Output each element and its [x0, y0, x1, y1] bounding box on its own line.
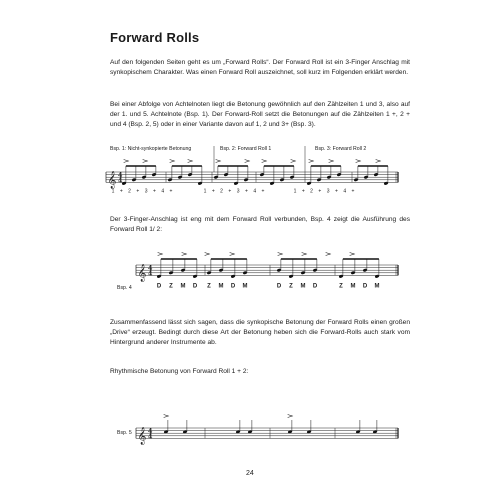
- accent-icon: [143, 160, 148, 163]
- count-syllable: +: [318, 188, 322, 195]
- count-syllable: 4: [343, 188, 347, 195]
- finger-label: Z: [207, 283, 211, 290]
- finger-label: D: [192, 283, 198, 290]
- count-syllable: 2: [310, 188, 313, 195]
- count-syllable: +: [334, 188, 338, 195]
- count-syllable: +: [301, 188, 305, 195]
- three-finger-paragraph: Der 3-Finger-Anschlag ist eng mit dem Forward Roll verbunden, Bsp. 4 zeigt die Ausführung des Forward Roll 1/ 2:: [110, 216, 410, 233]
- count-syllable: 1: [111, 188, 115, 195]
- accent-icon: [288, 415, 293, 418]
- intro-paragraph: Auf den folgenden Seiten geht es um „Forward Rolls“. Der Forward Roll ist ein 3-Finger Anschlag mit synkopischem Charakter. Was einen Forward Roll auszeichnet, soll kurz im Folgenden erklärt werden.: [110, 59, 410, 76]
- accent-paragraph: Bei einer Abfolge von Achtelnoten liegt die Betonung gewöhnlich auf den Zählzeiten 1 und 3, also auf der 1. und 5. Achtelnote (Bsp. 1). Der Forward-Roll setzt die Betonungen auf die Zählzeiten 1 +, 2 + und 4 (Bsp. 2, 5) oder in einer Variante davon auf 1, 2 und 3+ (Bsp. 3).: [110, 101, 410, 128]
- finger-label: Z: [169, 283, 173, 290]
- count-syllable: 2: [128, 188, 131, 195]
- accent-icon: [182, 253, 187, 256]
- accent-icon: [164, 415, 169, 418]
- time-signature-top: 4: [148, 265, 153, 273]
- time-signature-top: 4: [148, 428, 153, 436]
- finger-label: M: [300, 283, 306, 290]
- finger-label: Z: [289, 283, 293, 290]
- finger-label: M: [180, 283, 186, 290]
- finger-label: M: [374, 283, 380, 290]
- example-5-label: Bsp. 5: [117, 430, 132, 436]
- finger-label: D: [276, 283, 282, 290]
- page-number: 24: [246, 470, 254, 477]
- finger-label: D: [312, 283, 318, 290]
- finger-label: D: [362, 283, 368, 290]
- accent-icon: [376, 160, 381, 163]
- accent-icon: [350, 253, 355, 256]
- summary-paragraph: Zusammenfassend lässt sich sagen, dass die synkopische Betonung der Forward Rolls einen großen „Drive“ erzeugt. Bedingt durch diese Art der Betonung heben sich die Forward-Rolls auch stark vom Hintergrund anderer Instrumente ab.: [110, 319, 410, 346]
- finger-label: M: [218, 283, 224, 290]
- accent-icon: [302, 253, 307, 256]
- count-syllable: 2: [220, 188, 223, 195]
- example-2-label: Bsp. 2: Forward Roll 1: [220, 146, 272, 152]
- accent-icon: [216, 160, 221, 163]
- accent-icon: [170, 160, 175, 163]
- accent-icon: [278, 253, 283, 256]
- time-signature-top: 4: [118, 172, 123, 180]
- accent-icon: [326, 253, 331, 256]
- count-syllable: 4: [253, 188, 257, 195]
- finger-label: M: [242, 283, 248, 290]
- accent-icon: [329, 160, 334, 163]
- accent-icon: [158, 253, 163, 256]
- treble-clef-icon: 𝄞: [107, 170, 117, 189]
- count-syllable: +: [228, 188, 232, 195]
- time-signature-bottom: 4: [148, 270, 153, 278]
- accent-icon: [262, 160, 267, 163]
- accent-icon: [205, 253, 210, 256]
- finger-label: D: [156, 283, 162, 290]
- count-syllable: +: [119, 188, 123, 195]
- treble-clef-icon: 𝄞: [137, 426, 147, 445]
- accent-icon: [188, 160, 193, 163]
- section-title: Rhythmische Betonung von Forward Roll 1 + 2:: [110, 368, 249, 375]
- count-syllable: +: [261, 188, 265, 195]
- count-syllable: 1: [293, 188, 297, 195]
- count-syllable: +: [211, 188, 215, 195]
- accent-icon: [291, 160, 296, 163]
- treble-clef-icon: 𝄞: [137, 263, 147, 282]
- count-syllable: +: [152, 188, 156, 195]
- accent-icon: [124, 160, 129, 163]
- accent-icon: [230, 253, 235, 256]
- count-syllable: 3: [236, 188, 240, 195]
- count-syllable: 3: [326, 188, 330, 195]
- count-syllable: +: [136, 188, 140, 195]
- example-4-label: Bsp. 4: [117, 285, 132, 291]
- finger-label: Z: [339, 283, 343, 290]
- time-signature-bottom: 4: [148, 433, 153, 441]
- count-syllable: +: [244, 188, 248, 195]
- time-signature-bottom: 4: [118, 177, 123, 185]
- page-title: Forward Rolls: [110, 30, 200, 45]
- count-syllable: +: [351, 188, 355, 195]
- count-syllable: 1: [203, 188, 207, 195]
- count-syllable: 4: [161, 188, 165, 195]
- accent-icon: [309, 160, 314, 163]
- accent-icon: [245, 160, 250, 163]
- count-syllable: +: [169, 188, 173, 195]
- accent-icon: [356, 160, 361, 163]
- count-syllable: 3: [144, 188, 148, 195]
- finger-label: D: [230, 283, 236, 290]
- example-1-label: Bsp. 1: Nicht-synkopierte Betonung: [110, 146, 192, 152]
- example-3-label: Bsp. 3: Forward Roll 2: [315, 146, 367, 152]
- finger-label: M: [350, 283, 356, 290]
